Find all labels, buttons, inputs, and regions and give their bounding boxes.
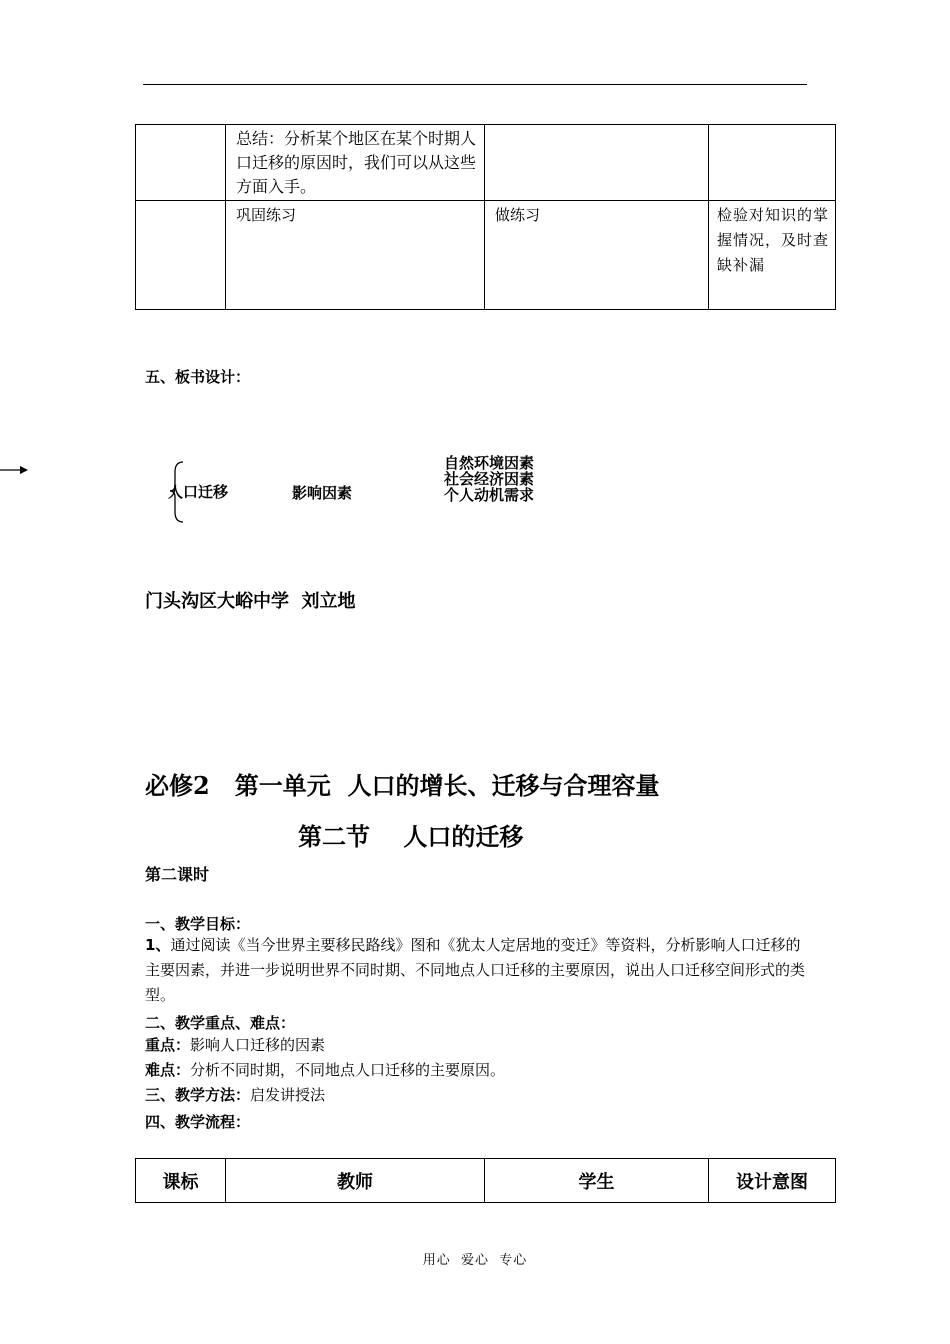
keypoints-heading: 二、教学重点、难点： — [145, 1014, 296, 1032]
diagram-factor-list — [444, 455, 534, 503]
table-cell — [485, 125, 709, 201]
table-header-row — [136, 1159, 836, 1203]
section-title: 第二节 人口的迁移 — [298, 822, 524, 851]
column-header: 教师 — [226, 1159, 485, 1203]
lesson-flow-table — [135, 1158, 836, 1203]
table-cell — [136, 201, 226, 310]
column-header: 学生 — [485, 1159, 709, 1203]
diagram-factor: 自然环境因素 — [444, 454, 535, 472]
page-footer: 用心 爱心 专心 — [422, 1253, 528, 1268]
column-header: 课标 — [136, 1159, 226, 1203]
table-row — [136, 201, 836, 310]
difficulty-label: 难点： — [145, 1061, 191, 1079]
method-line — [145, 1083, 325, 1108]
unit-title: 必修2 第一单元 人口的增长、迁移与合理容量 — [145, 771, 660, 800]
objective-item — [145, 933, 810, 1008]
diagram-left-label: 人口迁移 — [168, 483, 229, 501]
key-point-line — [145, 1033, 325, 1058]
diagram-middle-label: 影响因素 — [292, 484, 353, 502]
difficulty-text: 分析不同时期，不同地点人口迁移的主要原因。 — [190, 1061, 506, 1079]
table-cell: 检验对知识的掌握情况，及时查缺补漏 — [709, 201, 836, 310]
table-row — [136, 125, 836, 201]
diagram-factor: 个人动机需求 — [444, 486, 535, 504]
objective-text: 通过阅读《当今世界主要移民路线》图和《犹太人定居地的变迁》等资料，分析影响人口迁移的主要因素，并进一步说明世界不同时期、不同地点人口迁移的主要原因，说出人口迁移空间形式的类型。 — [145, 936, 806, 1004]
difficulty-line — [145, 1058, 505, 1083]
section-heading-board-design: 五、板书设计： — [145, 368, 251, 386]
table-cell: 总结：分析某个地区在某个时期人口迁移的原因时，我们可以从这些方面入手。 — [226, 125, 485, 201]
key-point-text: 影响人口迁移的因素 — [190, 1036, 326, 1054]
objectives-heading: 一、教学目标： — [145, 915, 251, 933]
table-cell — [136, 125, 226, 201]
author-line: 门头沟区大峪中学 刘立地 — [145, 591, 356, 612]
lesson-label: 第二课时 — [145, 865, 210, 884]
table-cell: 做练习 — [485, 201, 709, 310]
method-text: 启发讲授法 — [250, 1086, 326, 1104]
diagram-factor: 社会经济因素 — [444, 470, 535, 488]
lesson-table-continued — [135, 124, 836, 310]
table-cell: 巩固练习 — [226, 201, 485, 310]
arrow-head-icon — [20, 466, 28, 474]
method-label: 三、教学方法： — [145, 1086, 251, 1104]
table-cell — [709, 125, 836, 201]
objective-number: 1、 — [145, 936, 171, 954]
header-rule — [143, 84, 807, 85]
key-point-label: 重点： — [145, 1036, 191, 1054]
column-header: 设计意图 — [709, 1159, 836, 1203]
flow-heading: 四、教学流程： — [145, 1113, 251, 1131]
